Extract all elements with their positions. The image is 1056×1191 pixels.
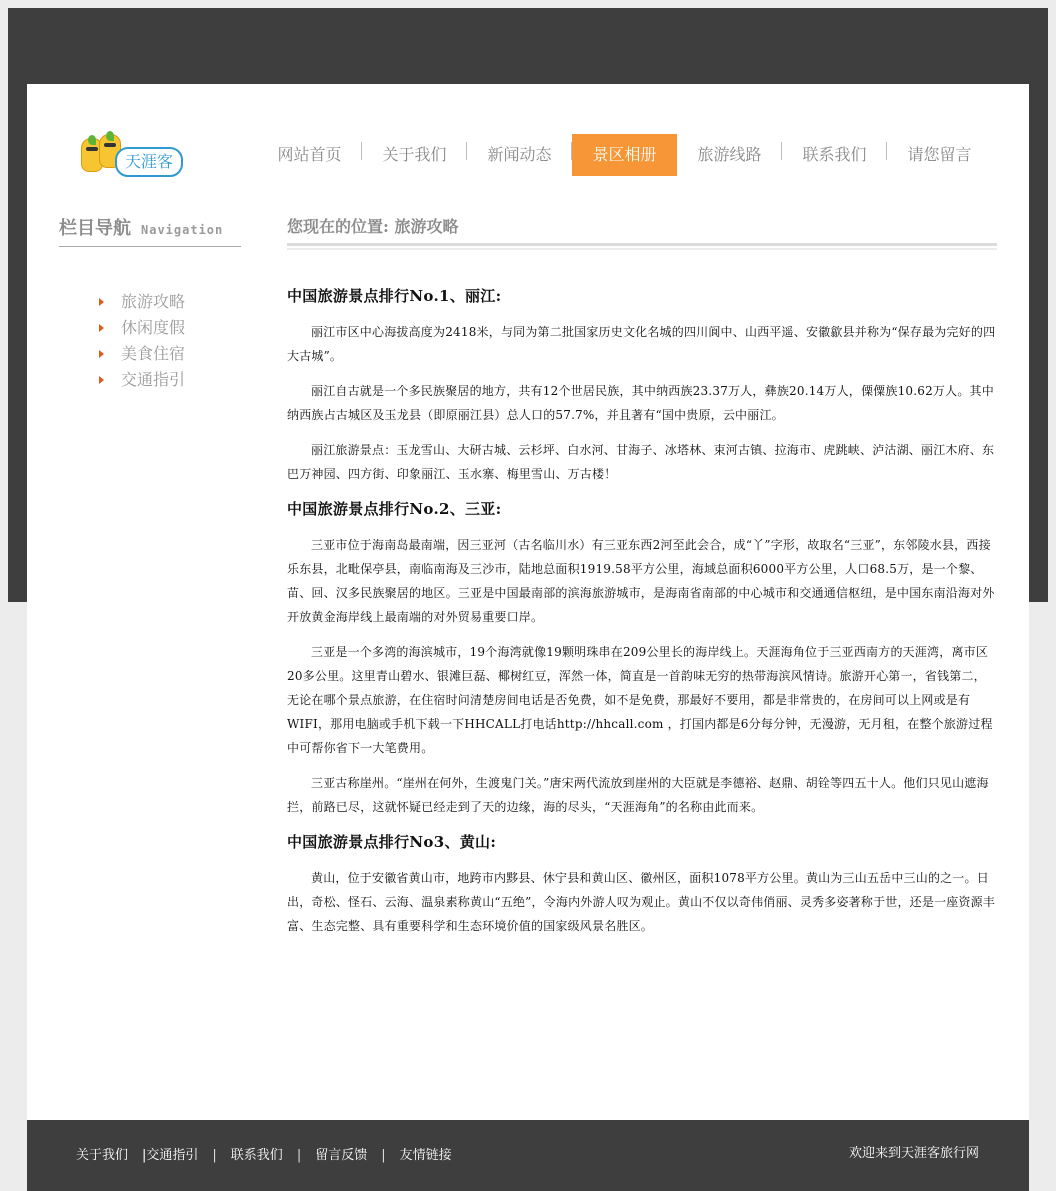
arrow-right-icon (99, 324, 104, 332)
article (287, 284, 997, 949)
footer-link-feedback[interactable]: 留言反馈 (315, 1148, 368, 1163)
arrow-right-icon (99, 350, 104, 358)
footer-link-contact[interactable]: 联系我们 (230, 1148, 283, 1163)
sidebar-item-leisure[interactable] (97, 316, 185, 342)
footer-link-about[interactable]: 关于我们 (76, 1148, 129, 1163)
article-paragraph: 丽江自古就是一个多民族聚居的地方，共有12个世居民族，其中纳西族23.37万人，彝族20.14万人，傈僳族10.62万人。其中纳西族占古城区及玉龙县（即原丽江县）总人口的57.7%，并且著有“国中贵原，云中丽江。 (287, 384, 994, 422)
nav-item-message[interactable] (887, 134, 992, 176)
nav-item-gallery[interactable] (572, 134, 677, 176)
article-heading: 中国旅游景点排行No.2、三亚: (287, 500, 502, 518)
sidebar-item-label: 旅游攻略 (121, 292, 186, 311)
footer-separator: | (212, 1148, 217, 1163)
nav-item-about[interactable] (362, 134, 467, 176)
nav-label: 新闻动态 (487, 145, 552, 164)
nav-item-contact[interactable] (782, 134, 887, 176)
sidebar-item-label: 交通指引 (121, 370, 186, 389)
article-paragraph: 丽江旅游景点：玉龙雪山、大研古城、云杉坪、白水河、甘海子、冰塔林、束河古镇、拉海市、虎跳峡、泸沽湖、丽江木府、东巴万神园、四方街、印象丽江、玉水寨、梅里雪山、万古楼！ (287, 443, 995, 481)
footer-welcome: 欢迎来到天涯客旅行网 (848, 1146, 979, 1161)
sidebar-item-label: 美食住宿 (121, 344, 186, 363)
footer-separator: | (381, 1148, 386, 1163)
site-logo[interactable] (75, 134, 185, 180)
arrow-right-icon (99, 298, 104, 306)
sidebar-item-label: 休闲度假 (121, 318, 186, 337)
footer-link-friends[interactable]: 友情链接 (399, 1148, 452, 1163)
divider (287, 248, 997, 250)
article-paragraph: 三亚市位于海南岛最南端，因三亚河（古名临川水）有三亚东西2河至此会合，成“丫”字形，故取名“三亚”，东邻陵水县，西接乐东县，北毗保亭县，南临南海及三沙市，陆地总面积1919.58平方公里，海域总面积6000平方公里，人口68.5万，是一个黎、苗、回、汉多民族聚居的地区。三亚是中国最南部的滨海旅游城市，是海南省南部的中心城市和交通通信枢纽，是中国东南沿海对外开放黄金海岸线上最南端的对外贸易重要口岸。 (287, 538, 995, 624)
sidebar-title-cn: 栏目导航 (59, 218, 131, 239)
article-heading: 中国旅游景点排行No.1、丽江: (287, 287, 502, 305)
sidebar-item-food[interactable] (97, 342, 185, 368)
footer (27, 1120, 1029, 1191)
nav-label: 网站首页 (277, 145, 342, 164)
article-paragraph: 三亚古称崖州。“崖州在何外，生渡鬼门关。”唐宋两代流放到崖州的大臣就是李德裕、赵鼎、胡铨等四五十人。他们只见山遮海拦，前路已尽，这就怀疑已经走到了天的边缘，海的尽头，“天涯海角”的名称由此而来。 (287, 776, 989, 814)
arrow-right-icon (99, 376, 104, 384)
nav-label: 关于我们 (382, 145, 447, 164)
article-paragraph: 三亚是一个多湾的海滨城市，19个海湾就像19颗明珠串在209公里长的海岸线上。天涯海角位于三亚西南方的天涯湾，离市区20多公里。这里青山碧水、银滩巨磊、椰树红豆，浑然一体，简直是一首韵味无穷的热带海滨风情诗。旅游开心第一，省钱第二，无论在哪个景点旅游，在住宿时问清楚房间电话是否免费，如不是免费，那最好不要用，都是非常贵的，在房间可以上网或是有WIFI，那用电脑或手机下载一下HHCALL打电话http://hhcall.com ，打国内都是6分每分钟，无漫游，无月租，在整个旅游过程中可帮你省下一大笔费用。 (287, 645, 993, 755)
footer-separator: | (296, 1148, 302, 1163)
sidebar-item-traffic[interactable] (97, 368, 185, 394)
nav-label: 景区相册 (592, 145, 657, 164)
article-paragraph: 黄山，位于安徽省黄山市，地跨市内黟县、休宁县和黄山区、徽州区，面积1078平方公里。黄山为三山五岳中三山的之一。日出，奇松、怪石、云海、温泉素称黄山“五绝”，令海内外游人叹为观止。黄山不仅以奇伟俏丽、灵秀多姿著称于世，还是一座资源丰富、生态完整、具有重要科学和生态环境价值的国家级风景名胜区。 (287, 871, 996, 933)
logo-text: 天涯客 (115, 147, 183, 177)
sidebar-title-en: Navigation (141, 223, 224, 237)
nav-label: 联系我们 (802, 145, 867, 164)
article-paragraph: 丽江市区中心海拔高度为2418米，与同为第二批国家历史文化名城的四川阆中、山西平遥、安徽歙县并称为“保存最为完好的四大古城”。 (287, 325, 996, 363)
sidebar-list (97, 290, 185, 394)
breadcrumb: 您现在的位置: 旅游攻略 (287, 217, 459, 236)
nav-item-news[interactable] (467, 134, 572, 176)
divider (287, 243, 997, 246)
sidebar-item-guide[interactable] (97, 290, 185, 316)
footer-links (76, 1146, 452, 1166)
nav-item-routes[interactable] (677, 134, 782, 176)
article-heading: 中国旅游景点排行No3、黄山: (287, 833, 497, 851)
page-container (27, 84, 1029, 1120)
nav-label: 请您留言 (907, 145, 972, 164)
footer-link-traffic[interactable]: |交通指引 (142, 1148, 199, 1163)
main-nav (257, 134, 992, 176)
nav-label: 旅游线路 (697, 145, 762, 164)
nav-item-home[interactable] (257, 134, 362, 176)
sidebar-title (59, 214, 241, 247)
